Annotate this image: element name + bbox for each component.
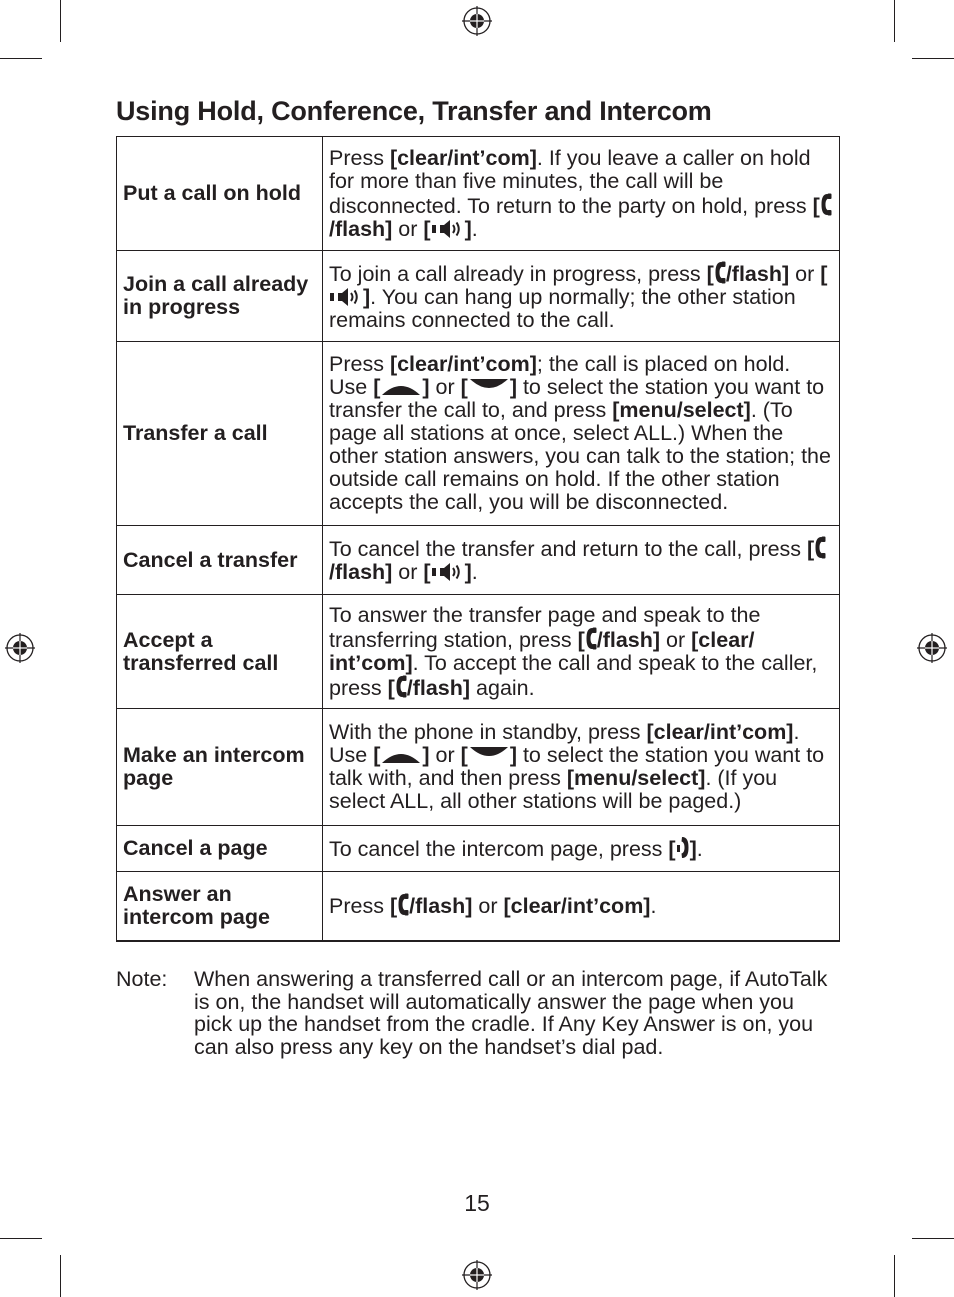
phone-handset-icon [820, 193, 832, 216]
end-call-icon [676, 836, 690, 859]
page-title: Using Hold, Conference, Transfer and Intercom [116, 96, 712, 126]
action-cell: Join a call already in progress [117, 251, 323, 342]
crop-mark [912, 58, 954, 59]
phone-handset-icon [585, 627, 597, 650]
crop-mark [912, 1238, 954, 1239]
table-row [117, 342, 840, 526]
crop-mark [894, 0, 895, 42]
speakerphone-icon [329, 287, 363, 307]
phone-handset-icon [395, 675, 407, 698]
registration-mark-icon [5, 633, 35, 663]
table-row [117, 872, 840, 941]
description-cell: To answer the transfer page and speak to the transferring station, press [ /flash] or [clear/ int’com]. To accept the call and speak to the caller, press [ /flash] again. [323, 595, 840, 709]
feature-table [116, 136, 840, 942]
action-cell: Cancel a page [117, 826, 323, 872]
registration-mark-icon [917, 633, 947, 663]
action-cell: Accept a transferred call [117, 595, 323, 709]
phone-handset-icon [814, 536, 826, 559]
registration-mark-icon [462, 1260, 492, 1290]
crop-mark [60, 0, 61, 42]
action-cell: Put a call on hold [117, 137, 323, 251]
action-cell: Make an intercom page [117, 709, 323, 826]
table-row [117, 595, 840, 709]
speakerphone-icon [431, 562, 465, 582]
description-cell: Press [ /flash] or [clear/int’com]. [323, 872, 840, 941]
crop-mark [894, 1255, 895, 1297]
description-cell: Press [clear/int’com]. If you leave a caller on hold for more than five minutes, the call will be disconnected. To return to the party on hold, press [/flash] or [ ]. [323, 137, 840, 251]
phone-handset-icon [397, 893, 409, 916]
up-arrow-icon [380, 745, 422, 765]
crop-mark [0, 1238, 42, 1239]
table-row [117, 251, 840, 342]
note-text: When answering a transferred call or an intercom page, if AutoTalk is on, the handset will automatically answer the page when you pick up the handset from the cradle. If Any Key Answer is on, you can also press any key on the handset’s dial pad. [194, 967, 828, 1059]
description-cell: To cancel the transfer and return to the call, press [/flash] or [ ]. [323, 526, 840, 595]
description-cell: With the phone in standby, press [clear/int’com]. Use [ ] or [ ] to select the station you want to talk with, and then press [menu/select]. (If you select ALL, all other stations will be paged.) [323, 709, 840, 826]
registration-mark-icon [462, 6, 492, 36]
up-arrow-icon [380, 377, 422, 397]
crop-mark [0, 58, 42, 59]
table-row [117, 526, 840, 595]
crop-mark [60, 1255, 61, 1297]
description-cell: Press [clear/int’com]; the call is placed on hold. Use [ ] or [ ] to select the station you want to transfer the call to, and press [menu/select]. (To page all stations at once, select ALL.) When the other station answers, you can talk to the station; the outside call remains on hold. If the other station accepts the call, you will be disconnected. [323, 342, 840, 526]
action-cell: Cancel a transfer [117, 526, 323, 595]
down-arrow-icon [468, 745, 510, 765]
note [116, 968, 836, 1058]
phone-handset-icon [714, 261, 726, 284]
table-row [117, 709, 840, 826]
action-cell: Transfer a call [117, 342, 323, 526]
page-number: 15 [464, 1190, 490, 1216]
down-arrow-icon [468, 377, 510, 397]
speakerphone-icon [431, 219, 465, 239]
description-cell: To cancel the intercom page, press [ ]. [323, 826, 840, 872]
table-row [117, 826, 840, 872]
action-cell: Answer an intercom page [117, 872, 323, 941]
table-row [117, 137, 840, 251]
description-cell: To join a call already in progress, press [ /flash] or []. You can hang up normally; the other station remains connected to the call. [323, 251, 840, 342]
note-label: Note: [116, 967, 168, 991]
